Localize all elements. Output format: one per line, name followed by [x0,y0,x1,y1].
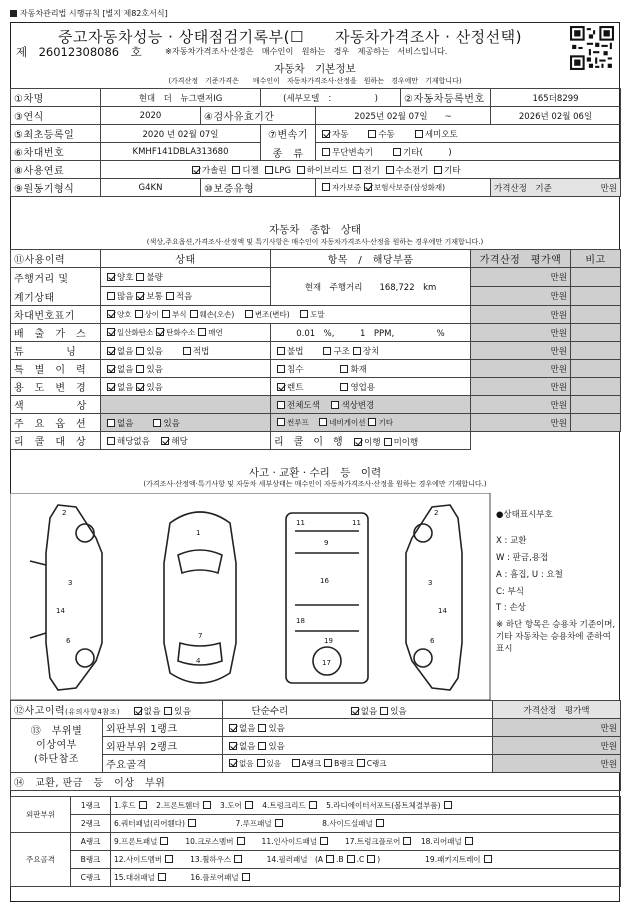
checkbox-options-none[interactable] [107,419,115,427]
checkbox-outer1-exist[interactable] [258,724,266,732]
checkbox-usage-none[interactable] [107,383,115,391]
year-value: 2020 [101,107,201,125]
checkbox-fire[interactable] [340,365,348,373]
main-frame-parts-label: 주요골격 [11,833,71,887]
checkbox-tuning-device[interactable] [353,347,361,355]
price-emission: 만원 [471,324,571,342]
model-value: 현대 더 뉴그랜저IG [101,89,261,107]
checkbox-tuning-illegal[interactable] [277,347,285,355]
part-num-16: 16 [320,577,329,585]
inspection-end: 2026년 02월 06일 [491,107,621,125]
checkbox-pillar-b[interactable] [347,855,355,863]
options-detail: 썬루프 네비게이션 기타 [271,414,471,432]
rankA-parts: 9.프론트패널 10.크로스멤버 11.인사이드패널 17.트렁크플로어 18.리어패널 [111,833,621,851]
checkbox-manual[interactable] [368,130,376,138]
rank1-parts: 1.후드 2.프론트휀더 3.도어 4.트렁크리드 5.라디에이터서포트(볼트체결부품) [111,797,621,815]
document-number: 제 26012308086 호 [16,45,142,59]
special-history-label: 특 별 이 력 [11,360,101,378]
main-frame-state: 없음 있음 A랭크 B랭크 C랭크 [223,755,493,773]
part-num-2-left: 2 [62,509,67,517]
mileage-value: 현재 주행거리 168,722 km [271,268,471,306]
accident-title: 사고 · 교환 · 수리 등 이력 [248,467,382,479]
color-detail: 전체도색 색상변경 [271,396,471,414]
part-num-19: 19 [324,637,333,645]
checkbox-frame-exist[interactable] [257,759,265,767]
checkbox-rear-panel[interactable] [465,837,473,845]
vin-mark-options: 양호 상이 부식 훼손(오손) 변조(변타) 도말 [101,306,471,324]
color-state [101,396,271,414]
checkbox-frame-c[interactable] [357,759,365,767]
status-legend [496,498,616,661]
outer-rank1-label: 외판부위 1랭크 [103,719,223,737]
checkbox-tuning-structure[interactable] [323,347,331,355]
fuel-label: ⑧사용연료 [11,161,101,179]
outer-rank2-state: 없음 있음 [223,737,493,755]
outer-parts-label: 외판부위 [11,797,71,833]
checkbox-roof-panel[interactable] [275,819,283,827]
checkbox-outer1-none[interactable] [229,724,237,732]
legend-w: W : 판금,용접 [496,552,549,563]
checkbox-recall-done[interactable] [354,438,362,446]
item-header: 항목 / 해당부품 [271,250,471,268]
remark-mileage-2 [571,287,621,306]
checkbox-side-sill[interactable] [376,819,384,827]
checkbox-tuning-exist[interactable] [136,347,144,355]
price-usage: 만원 [471,378,571,396]
tuning-detail: 불법 구조 장치 [271,342,471,360]
checkbox-few[interactable] [166,292,174,300]
checkbox-recall-none[interactable] [107,437,115,445]
fuel-options: 가솔린 디젤 LPG 하이브리드 전기 수소전기 기타 [101,161,621,179]
part-num-14-left: 14 [56,607,65,615]
checkbox-outer2-exist[interactable] [258,742,266,750]
checkbox-color-change[interactable] [331,401,339,409]
parts-table [10,796,621,887]
outer-rank2-label: 외판부위 2랭크 [103,737,223,755]
simple-repair: 단순수리 없음 있음 [223,701,493,719]
checkbox-hydrogen[interactable] [386,166,394,174]
checkbox-special-exist[interactable] [136,365,144,373]
checkbox-front-panel[interactable] [160,837,168,845]
outer-rank1-state: 없음 있음 [223,719,493,737]
checkbox-trunk-lid[interactable] [309,801,317,809]
part-abnormality-label: ⑬ 부위별 이상여부 (하단참조 [11,719,103,773]
checkbox-business[interactable] [340,383,348,391]
transmission-options-1: 자동 수동 세미오토 [316,125,621,143]
checkbox-trunk-floor[interactable] [403,837,411,845]
checkbox-vin-damage[interactable] [190,310,198,318]
recall-blank [471,432,621,450]
part-num-18: 18 [296,617,305,625]
part-num-11: 11 [296,519,305,527]
checkbox-self-warranty[interactable] [322,183,330,191]
transmission-options-2: 무단변속기 기타( ) [316,143,621,161]
year-label: ③연식 [11,107,101,125]
checkbox-vin-modified[interactable] [245,310,253,318]
part-num-17: 17 [322,659,331,667]
checkbox-auto[interactable] [322,130,330,138]
checkbox-insurer-warranty[interactable] [364,183,372,191]
checkbox-many[interactable] [107,292,115,300]
price-vin: 만원 [471,306,571,324]
checkbox-frame-b[interactable] [324,759,332,767]
legend-note: ※ 하단 항목은 승용차 기준이며, 기타 자동차는 승용차에 준하여 표시 [496,620,616,655]
remark-mileage [571,268,621,287]
emission-options: 일산화탄소 탄화수소 매연 [101,324,271,342]
part-num-14-right: 14 [438,607,447,615]
checkbox-pillar-c[interactable] [367,855,375,863]
price-options: 만원 [471,414,571,432]
basic-info-note: (가격산정 기준가격은 매수인이 자동차가격조사·산정을 원하는 경우에만 기재합니다) [168,77,462,85]
checkbox-cross-member[interactable] [237,837,245,845]
usage-history-header: ⑪사용이력 [11,250,101,268]
legend-t: T : 손상 [496,603,526,614]
checkbox-vin-good[interactable] [107,310,115,318]
part-num-3-left: 3 [68,579,73,587]
price-standard: 가격산정 기준 만원 [491,179,621,197]
state-header: 상태 [101,250,271,268]
checkbox-recall-target[interactable] [161,437,169,445]
checkbox-full-paint[interactable] [277,401,285,409]
checkbox-side-member[interactable] [165,855,173,863]
checkbox-tuning-legal[interactable] [183,347,191,355]
checkbox-diesel[interactable] [232,166,240,174]
checkbox-rent[interactable] [277,383,285,391]
usage-change-label: 용 도 변 경 [11,378,101,396]
checkbox-co[interactable] [107,328,115,336]
part-num-4: 4 [196,657,201,665]
checkbox-electric[interactable] [353,166,361,174]
warranty-options: 자가보증 보험사보증(삼성화재) [316,179,491,197]
price-mileage: 만원 [471,268,571,287]
form-reference: 자동차관리법 시행규칙 [별지 제82호서식] [10,8,168,19]
tuning-label: 튜 닝 [11,342,101,360]
vin-label: ⑥차대번호 [11,143,101,161]
legend-c: C: 부식 [496,586,524,597]
rankC-label: C랭크 [71,869,111,887]
part-num-1: 1 [196,529,201,537]
usage-state: 없음 있음 [101,378,271,396]
status-table [10,249,621,450]
main-frame-label: 주요골격 [103,755,223,773]
recall-done: 리 콜 이 행 이행 미이행 [271,432,471,450]
parts-section-title: ⑭ 교환, 판금 등 이상 부위 [11,773,621,791]
checkbox-gasoline[interactable] [192,166,200,174]
price-frame: 만원 [493,755,621,773]
tuning-state: 없음 있음 적법 [101,342,271,360]
emission-label: 배 출 가 스 [11,324,101,342]
checkbox-hood[interactable] [139,801,147,809]
remark-vin [571,306,621,324]
recall-state: 해당없음 해당 [101,432,271,450]
legend-x: X : 교환 [496,535,527,546]
price-header: 가격산정 평가액 [471,250,571,268]
part-num-11b: 11 [352,519,361,527]
checkbox-tuning-none[interactable] [107,347,115,355]
checkbox-vin-erased[interactable] [300,310,308,318]
remark-color [571,396,621,414]
checkbox-accident-none[interactable] [134,707,142,715]
first-reg-label: ⑤최초등록일 [11,125,101,143]
emission-values: 0.01 %, 1 PPM, % [271,324,471,342]
part-num-6-left: 6 [66,637,71,645]
part-num-3-right: 3 [428,579,433,587]
accident-table [10,700,621,791]
engine-value: G4KN [101,179,201,197]
recall-label: 리 콜 대 상 [11,432,101,450]
checkbox-wheel-house[interactable] [234,855,242,863]
accident-price-header: 가격산정 평가액 [493,701,621,719]
transmission-label: ⑦변속기 종 류 [261,125,316,161]
checkbox-simple-exist[interactable] [380,707,388,715]
remark-header: 비고 [571,250,621,268]
vin-value: KMHF141DBLA313680 [101,143,261,161]
price-special: 만원 [471,360,571,378]
remark-tuning [571,342,621,360]
price-color: 만원 [471,396,571,414]
checkbox-flood[interactable] [277,365,285,373]
checkbox-vin-diff[interactable] [135,310,143,318]
mileage-label: 주행거리 및 계기상태 [11,268,101,306]
mileage-state: 많음 보통 적음 [101,287,271,306]
sub-model: (세부모델 ： ) [261,89,401,107]
checkbox-outer2-none[interactable] [229,742,237,750]
special-detail: 침수 화재 [271,360,471,378]
checkbox-simple-none[interactable] [351,707,359,715]
checkbox-hc[interactable] [156,328,164,336]
checkbox-dash-panel[interactable] [158,873,166,881]
basic-info-table [10,88,621,197]
legend-title: ●상태표시부호 [496,510,553,520]
checkbox-inside-panel[interactable] [320,837,328,845]
checkbox-navi[interactable] [319,418,327,426]
options-state: 없음 있음 [101,414,271,432]
rankC-parts: 15.대쉬패널 16.플로어패널 [111,869,621,887]
reg-no-label: ②자동차등록번호 [401,89,491,107]
checkbox-accident-exist[interactable] [164,707,172,715]
checkbox-recall-not-done[interactable] [384,438,392,446]
status-note: (색상,주요옵션,가격조사·산정액 및 특기사항은 매수인이 자동차가격조사·산정을 원하는 경우에만 기재합니다.) [146,238,484,246]
engine-label: ⑨원동기형식 [11,179,101,197]
checkbox-door[interactable] [245,801,253,809]
vin-mark-label: 차대번호표기 [11,306,101,324]
rank2-parts: 6.쿼터패널(리어휀다) 7.루프패널 8.사이드실패널 [111,815,621,833]
accident-history-label: ⑫사고이력(유의사항4참조) 없음 있음 [11,701,223,719]
checkbox-lpg[interactable] [265,166,273,174]
gauge-state: 양호 불량 [101,268,271,287]
remark-usage [571,378,621,396]
accident-note: (가격조사·산정액·특기사항 및 자동차 세부상태는 매수인이 자동차가격조사·산정을 원하는 경우에만 기재합니다.) [143,480,487,488]
checkbox-other-trans[interactable] [393,148,401,156]
remark-options [571,414,621,432]
basic-info-title: 자동차 기본정보 [274,63,356,75]
checkbox-frame-a[interactable] [292,759,300,767]
checkbox-package-tray[interactable] [484,855,492,863]
rankB-parts: 12.사이드멤버 13.휠하우스 14.필러패널 (A .B .C ) 19.패키지트레이 [111,851,621,869]
inspection-start: 2025년 02월 07일 ~ [316,107,491,125]
checkbox-smoke[interactable] [198,328,206,336]
square-bullet-icon [10,10,17,17]
price-outer2: 만원 [493,737,621,755]
checkbox-semiauto[interactable] [415,130,423,138]
checkbox-front-fender[interactable] [203,801,211,809]
checkbox-special-none[interactable] [107,365,115,373]
price-outer1: 만원 [493,719,621,737]
checkbox-option-other[interactable] [368,418,376,426]
checkbox-usage-exist[interactable] [136,383,144,391]
price-tuning: 만원 [471,342,571,360]
rankB-label: B랭크 [71,851,111,869]
document-title: 중고자동차성능 · 상태점검기록부(☐ 자동차가격조사 · 산정선택) [57,28,522,46]
legend-a-u: A : 흠집, U : 요철 [496,569,563,580]
usage-detail: 렌트 영업용 [271,378,471,396]
checkbox-sunroof[interactable] [277,418,285,426]
warranty-label: ⑩보증유형 [201,179,316,197]
checkbox-pillar-a[interactable] [326,855,334,863]
part-num-2-right: 2 [434,509,439,517]
rankA-label: A랭크 [71,833,111,851]
part-num-7: 7 [198,632,203,640]
checkbox-radiator-support[interactable] [444,801,452,809]
options-label: 주 요 옵 션 [11,414,101,432]
reg-no-value: 165더8299 [491,89,621,107]
checkbox-vin-rust[interactable] [162,310,170,318]
first-reg-value: 2020 년 02월 07일 [101,125,261,143]
part-num-6-right: 6 [430,637,435,645]
remark-special [571,360,621,378]
model-label: ①차명 [11,89,101,107]
status-title: 자동차 종합 상태 [268,224,361,236]
price-mileage-2: 만원 [471,287,571,306]
inspection-label: ④검사유효기간 [201,107,316,125]
checkbox-floor-panel[interactable] [242,873,250,881]
checkbox-cvt[interactable] [322,148,330,156]
color-label: 색 상 [11,396,101,414]
remark-emission [571,324,621,342]
document-number-value: 26012308086 [38,45,120,59]
rank2-label: 2랭크 [71,815,111,833]
checkbox-hybrid[interactable] [297,166,305,174]
checkbox-other-fuel[interactable] [434,166,442,174]
checkbox-options-exist[interactable] [153,419,161,427]
document-note: ※자동차가격조사·산정은 매수인이 원하는 경우 제공하는 서비스입니다. [165,46,448,56]
part-num-9: 9 [324,539,329,547]
rank1-label: 1랭크 [71,797,111,815]
checkbox-normal[interactable] [136,292,144,300]
checkbox-quarter-panel[interactable] [188,819,196,827]
checkbox-gauge-good[interactable] [107,273,115,281]
checkbox-frame-none[interactable] [229,759,237,767]
special-state: 없음 있음 [101,360,271,378]
checkbox-gauge-bad[interactable] [136,273,144,281]
